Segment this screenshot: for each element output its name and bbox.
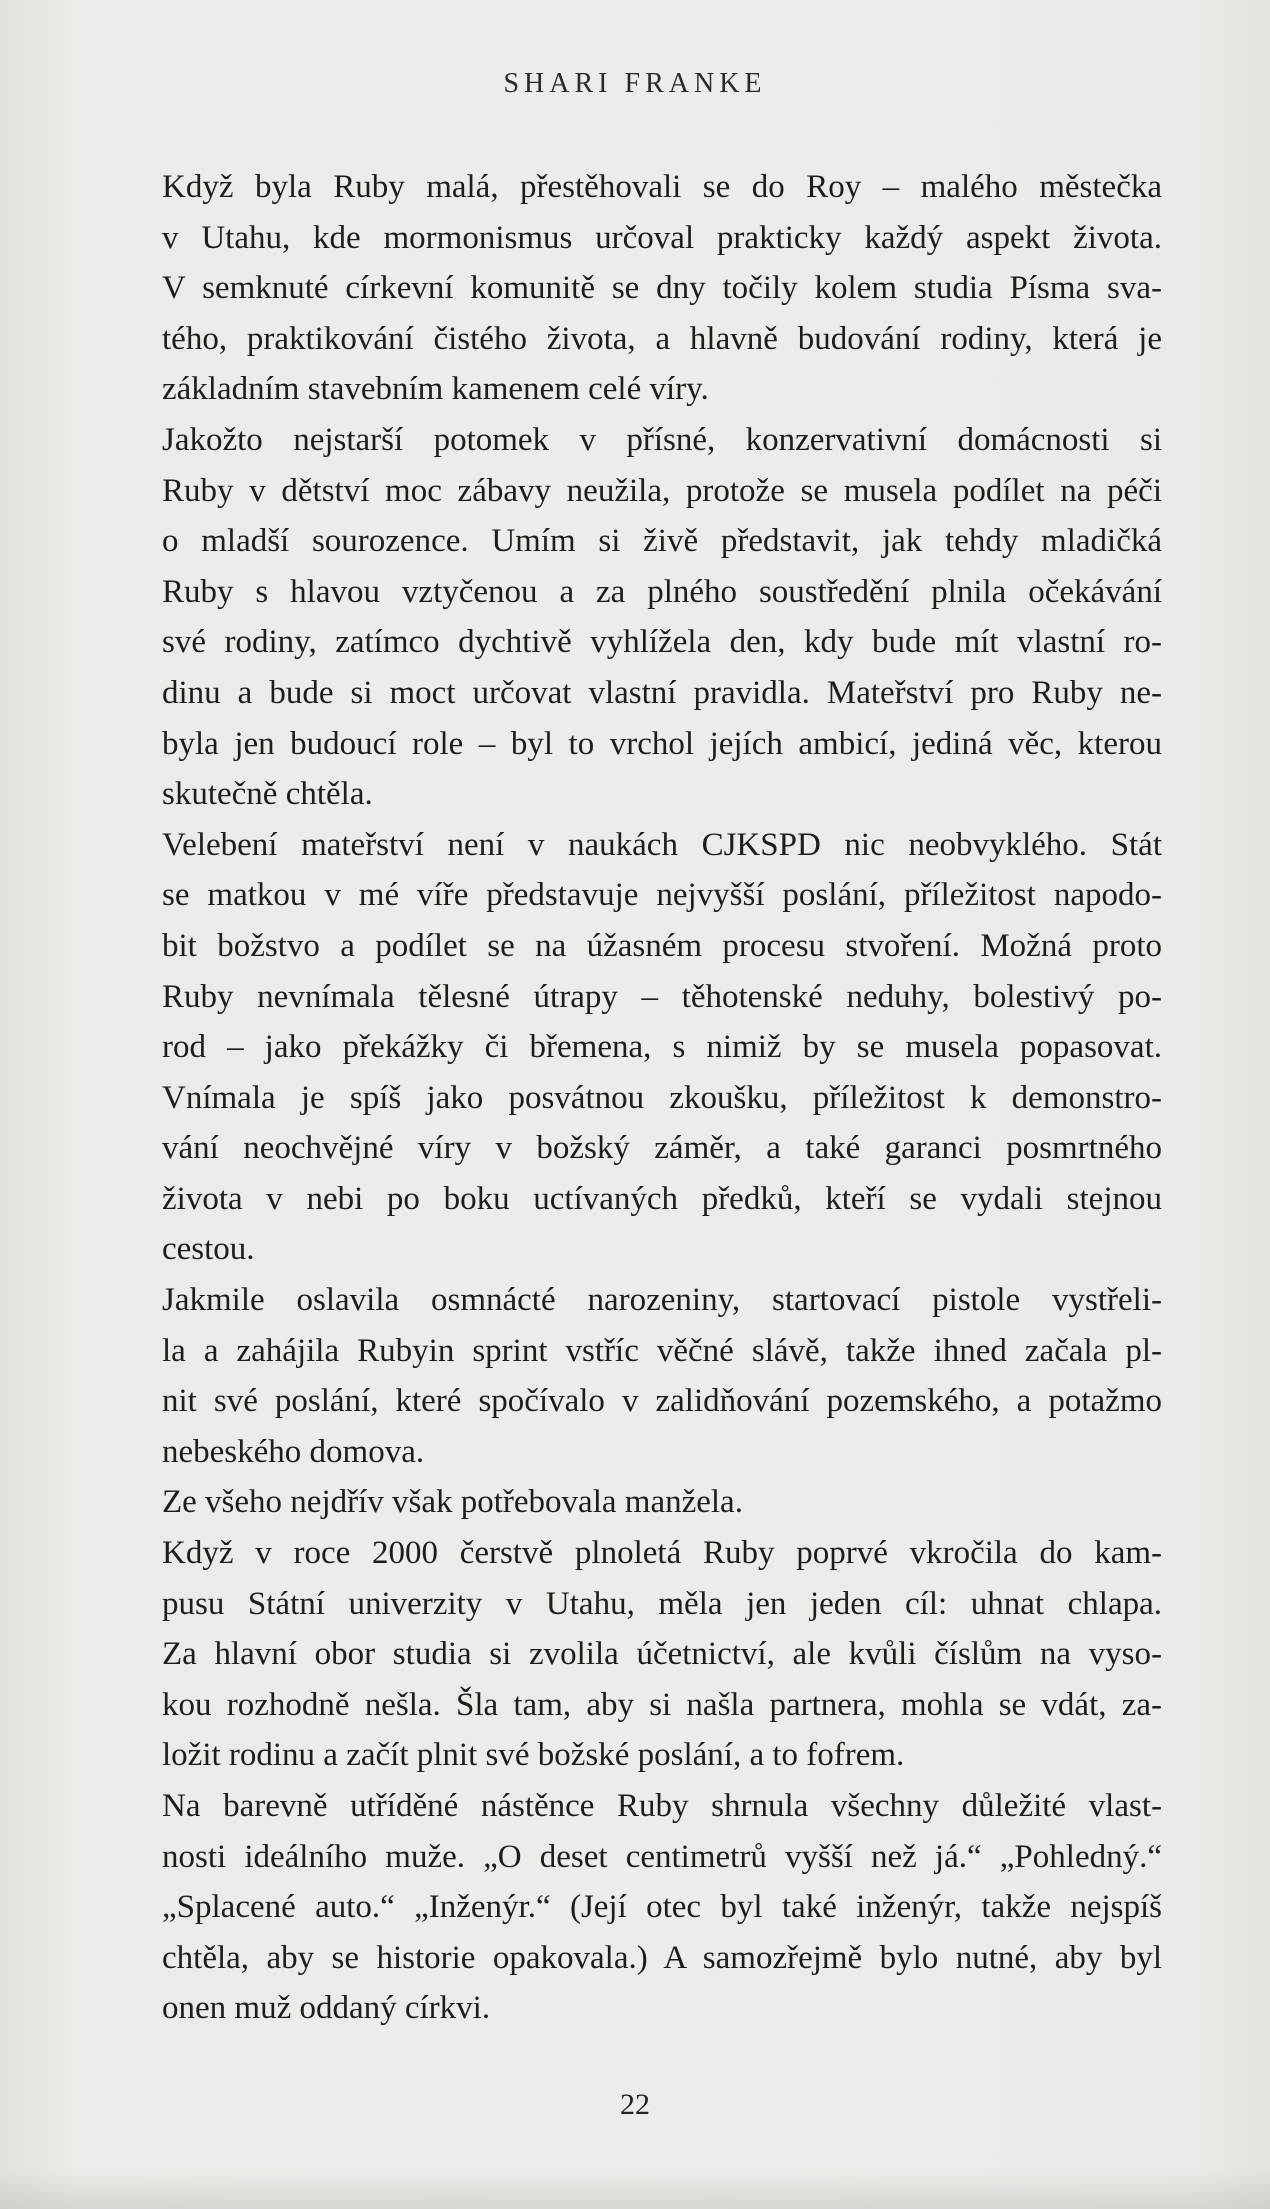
text-line: v Utahu, kde mormonismus určoval prakticky každý aspekt života. <box>162 219 1162 256</box>
text-line: Za hlavní obor studia si zvolila účetnictví, ale kvůli číslům na vyso- <box>162 1636 1162 1673</box>
text-line: Jakmile oslavila osmnácté narozeniny, startovací pistole vystřeli- <box>162 1282 1162 1319</box>
text-line: Vnímala je spíš jako posvátnou zkoušku, příležitost k demonstro- <box>162 1079 1162 1116</box>
text-line: kou rozhodně nešla. Šla tam, aby si našla partnera, mohla se vdát, za- <box>162 1686 1162 1723</box>
text-line: základním stavebním kamenem celé víry. <box>162 371 709 408</box>
running-head: SHARI FRANKE <box>503 68 767 99</box>
paragraph <box>162 1528 1162 1781</box>
text-line: onen muž oddaný církvi. <box>162 1990 491 2027</box>
text-line: života v nebi po boku uctívaných předků, kteří se vydali stejnou <box>162 1180 1162 1217</box>
text-line: Ruby v dětství moc zábavy neužila, protože se musela podílet na péči <box>162 472 1162 509</box>
text-line: „Splacené auto.“ „Inženýr.“ (Její otec byl také inženýr, takže nejspíš <box>162 1889 1162 1926</box>
paragraph <box>162 162 1162 415</box>
text-line: Ruby nevnímala tělesné útrapy – těhotenské neduhy, bolestivý po- <box>162 978 1162 1015</box>
paragraph <box>162 1477 1162 1528</box>
paragraph <box>162 1781 1162 2034</box>
text-line: Když byla Ruby malá, přestěhovali se do Roy – malého městečka <box>162 169 1162 205</box>
text-line: vání neochvějné víry v božský záměr, a také garanci posmrtného <box>162 1130 1162 1167</box>
body-text <box>162 162 1162 2034</box>
text-line: Na barevně utříděné nástěnce Ruby shrnula všechny důležité vlast- <box>162 1788 1162 1824</box>
text-line: byla jen budoucí role – byl to vrchol jejích ambicí, jediná věc, kterou <box>162 725 1162 762</box>
text-line: pusu Státní univerzity v Utahu, měla jen jeden cíl: uhnat chlapa. <box>162 1585 1162 1622</box>
text-line: o mladší sourozence. Umím si živě představit, jak tehdy mladičká <box>162 523 1162 560</box>
text-line: Velebení mateřství není v naukách CJKSPD nic neobvyklého. Stát <box>162 826 1162 863</box>
text-line: Ze všeho nejdřív však potřebovala manžela. <box>162 1484 743 1521</box>
text-line: Když v roce 2000 čerstvě plnoletá Ruby poprvé vkročila do kam- <box>162 1535 1162 1572</box>
text-line: la a zahájila Rubyin sprint vstříc věčné slávě, takže ihned začala pl- <box>162 1332 1162 1369</box>
text-line: cestou. <box>162 1231 255 1268</box>
text-line: tého, praktikování čistého života, a hlavně budování rodiny, která je <box>162 320 1162 357</box>
page-bottom-edge <box>0 2170 1270 2209</box>
text-line: nosti ideálního muže. „O deset centimetrů vyšší než já.“ „Pohledný.“ <box>162 1838 1162 1875</box>
paragraph <box>162 820 1162 1275</box>
text-line: dinu a bude si moct určovat vlastní pravidla. Mateřství pro Ruby ne- <box>162 674 1162 711</box>
text-line: Jakožto nejstarší potomek v přísné, konzervativní domácnosti si <box>162 421 1162 458</box>
text-line: své rodiny, zatímco dychtivě vyhlížela den, kdy bude mít vlastní ro- <box>162 624 1162 661</box>
text-line: V semknuté církevní komunitě se dny točily kolem studia Písma sva- <box>162 270 1162 307</box>
text-line: rod – jako překážky či břemena, s nimiž by se musela popasovat. <box>162 1029 1162 1066</box>
page-number: 22 <box>620 2088 650 2121</box>
text-line: se matkou v mé víře představuje nejvyšší poslání, příležitost napodo- <box>162 877 1162 914</box>
text-line: nit své poslání, které spočívalo v zalidňování pozemského, a potažmo <box>162 1383 1162 1420</box>
text-line: chtěla, aby se historie opakovala.) A samozřejmě bylo nutné, aby byl <box>162 1939 1162 1976</box>
text-line: bit božstvo a podílet se na úžasném procesu stvoření. Možná proto <box>162 927 1162 964</box>
text-line: nebeského domova. <box>162 1433 425 1470</box>
text-line: ložit rodinu a začít plnit své božské poslání, a to fofrem. <box>162 1737 905 1774</box>
paragraph <box>162 1275 1162 1477</box>
paragraph <box>162 415 1162 820</box>
text-line: skutečně chtěla. <box>162 776 373 813</box>
text-line: Ruby s hlavou vztyčenou a za plného soustředění plnila očekávání <box>162 573 1162 610</box>
